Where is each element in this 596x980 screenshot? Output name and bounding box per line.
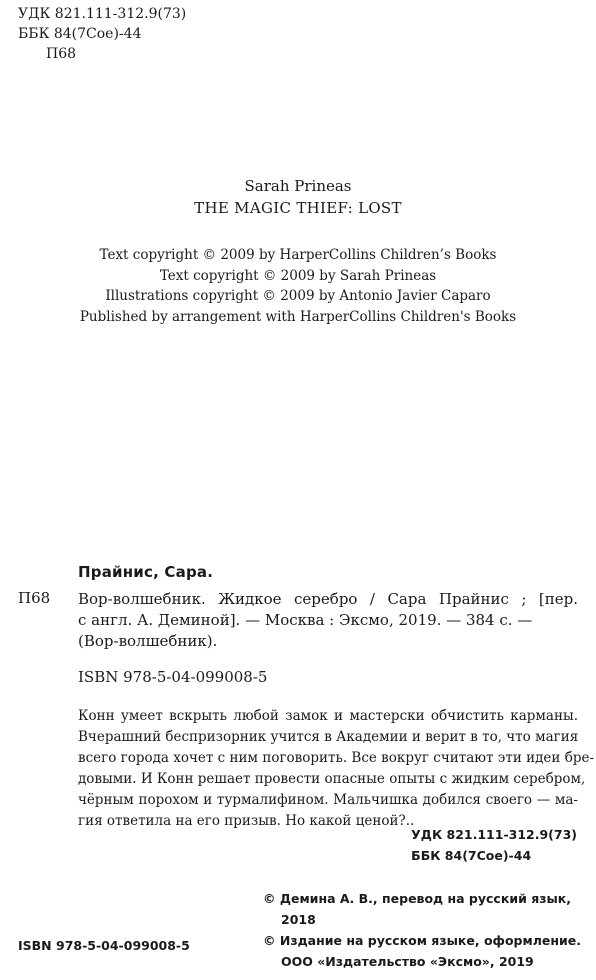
copyright-block [0,245,596,327]
catalog-code: П68 [18,589,51,607]
annotation-line: гия ответила на его призыв. Но какой ценой?.. [78,813,415,829]
annotation-line: Вчерашний беспризорник учится в Академии и верит в то, что магия [78,729,579,745]
catalog-description [78,589,578,652]
catalog-author: Прайнис, Сара. [78,563,214,581]
annotation [78,706,595,832]
rights-line: ООО «Издательство «Эксмо», 2019 [281,954,534,969]
annotation-line: чёрным порохом и турмалифином. Мальчишка добился своего — ма- [78,792,578,808]
rights-line: 2018 [281,912,316,927]
copyright-line: Text copyright © 2009 by HarperCollins Children’s Books [99,247,497,263]
original-title: THE MAGIC THIEF: LOST [194,199,402,217]
annotation-line: всего города хочет с ним поговорить. Все вокруг считают эти идеи бре- [78,750,595,766]
catalog-description-line: с англ. А. Деминой]. — Москва : Эксмо, 2019. — 384 с. — [78,611,533,629]
catalog-description-line: Вор-волшебник. Жидкое серебро / Сара Прайнис ; [пер. [78,590,578,608]
footer-isbn: ISBN 978-5-04-099008-5 [18,938,190,953]
udk-code: УДК 821.111-312.9(73) [18,6,187,22]
catalog-description-line: (Вор-волшебник). [78,632,218,650]
rights-line: © Издание на русском языке, оформление. [263,933,581,948]
bottom-udk-code: УДК 821.111-312.9(73) [411,827,577,842]
bottom-bbk-code: ББК 84(7Сое)-44 [411,848,532,863]
bottom-classification-codes [411,824,577,866]
rights-line: © Демина А. В., перевод на русский язык, [263,891,572,906]
catalog-isbn: ISBN 978-5-04-099008-5 [78,668,268,686]
original-author: Sarah Prineas [244,177,352,195]
rights-block [263,888,583,972]
bbk-code: ББК 84(7Сое)-44 [18,26,142,42]
copyright-line: Illustrations copyright © 2009 by Antonio Javier Caparo [105,288,491,304]
copyright-line: Text copyright © 2009 by Sarah Prineas [159,267,437,284]
classification-codes [18,4,186,64]
copyright-line: Published by arrangement with HarperCollins Children's Books [79,308,517,325]
annotation-line: Конн умеет вскрыть любой замок и мастерски обчистить карманы. [78,708,578,724]
annotation-line: довыми. И Конн решает провести опасные опыты с жидким серебром, [78,771,586,787]
author-mark: П68 [46,46,77,62]
